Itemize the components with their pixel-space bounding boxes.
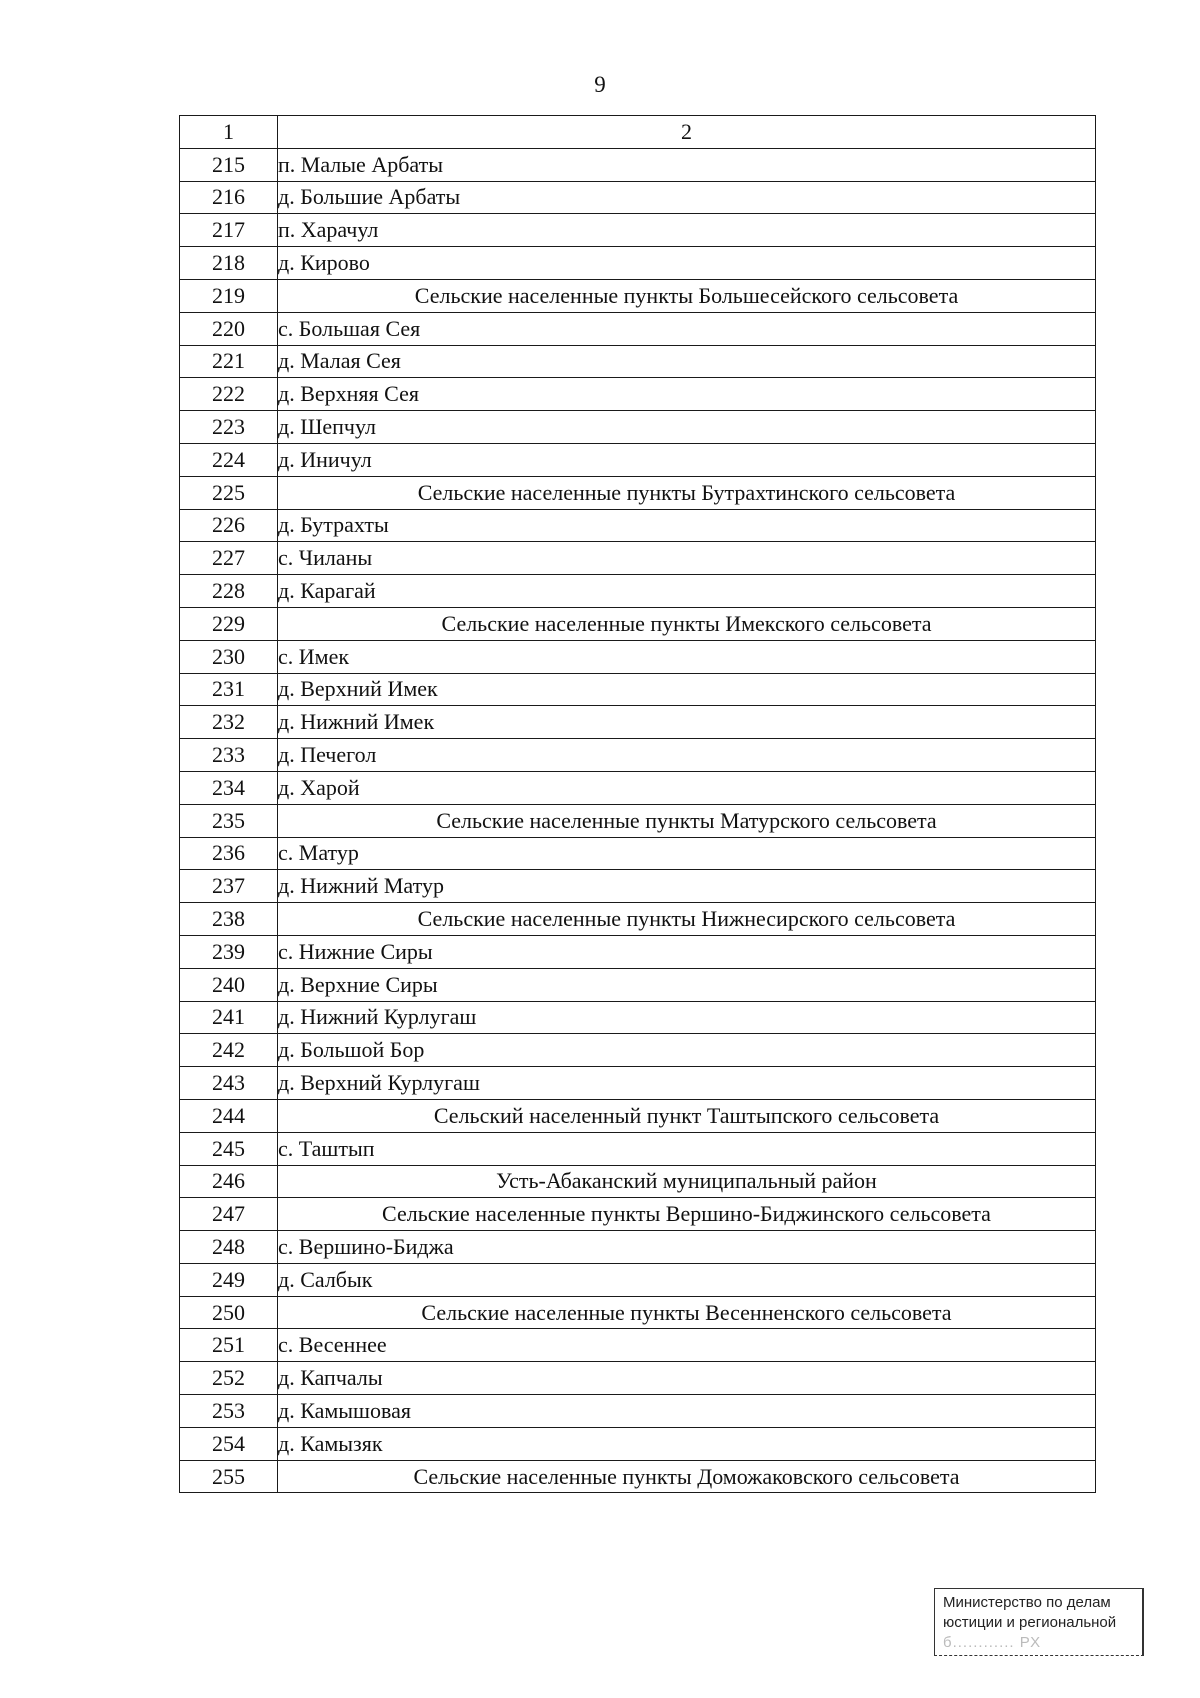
table-row bbox=[180, 575, 1096, 608]
section-heading: Усть-Абаканский муниципальный район bbox=[278, 1165, 1096, 1198]
row-number: 254 bbox=[180, 1427, 278, 1460]
row-number: 245 bbox=[180, 1132, 278, 1165]
settlements-table bbox=[179, 115, 1096, 1493]
row-number: 227 bbox=[180, 542, 278, 575]
table-section-row bbox=[180, 1198, 1096, 1231]
settlement-name: д. Верхний Имек bbox=[278, 673, 1096, 706]
section-heading: Сельские населенные пункты Большесейского сельсовета bbox=[278, 279, 1096, 312]
table-row bbox=[180, 1231, 1096, 1264]
table-row bbox=[180, 181, 1096, 214]
row-number: 219 bbox=[180, 279, 278, 312]
table-row bbox=[180, 739, 1096, 772]
table-section-row bbox=[180, 476, 1096, 509]
row-number: 228 bbox=[180, 575, 278, 608]
settlement-name: д. Камызяк bbox=[278, 1427, 1096, 1460]
settlement-name: п. Харачул bbox=[278, 214, 1096, 247]
settlement-name: д. Нижний Матур bbox=[278, 870, 1096, 903]
table-row bbox=[180, 148, 1096, 181]
settlement-name: с. Таштып bbox=[278, 1132, 1096, 1165]
settlement-name: д. Салбык bbox=[278, 1263, 1096, 1296]
table-section-row bbox=[180, 804, 1096, 837]
settlement-name: с. Имек bbox=[278, 640, 1096, 673]
row-number: 250 bbox=[180, 1296, 278, 1329]
row-number: 215 bbox=[180, 148, 278, 181]
settlement-name: с. Большая Сея bbox=[278, 312, 1096, 345]
row-number: 248 bbox=[180, 1231, 278, 1264]
section-heading: Сельские населенные пункты Имекского сельсовета bbox=[278, 607, 1096, 640]
row-number: 242 bbox=[180, 1034, 278, 1067]
row-number: 252 bbox=[180, 1362, 278, 1395]
table-row bbox=[180, 411, 1096, 444]
row-number: 222 bbox=[180, 378, 278, 411]
column-header-name: 2 bbox=[278, 116, 1096, 149]
settlement-name: с. Матур bbox=[278, 837, 1096, 870]
section-heading: Сельские населенные пункты Вершино-Биджинского сельсовета bbox=[278, 1198, 1096, 1231]
ministry-stamp bbox=[934, 1588, 1144, 1656]
table-row bbox=[180, 378, 1096, 411]
settlement-name: д. Шепчул bbox=[278, 411, 1096, 444]
table-row bbox=[180, 1362, 1096, 1395]
row-number: 217 bbox=[180, 214, 278, 247]
settlement-name: д. Иничул bbox=[278, 443, 1096, 476]
row-number: 233 bbox=[180, 739, 278, 772]
row-number: 229 bbox=[180, 607, 278, 640]
settlement-name: д. Верхняя Сея bbox=[278, 378, 1096, 411]
section-heading: Сельские населенные пункты Бутрахтинского сельсовета bbox=[278, 476, 1096, 509]
table-section-row bbox=[180, 1460, 1096, 1493]
settlement-name: с. Весеннее bbox=[278, 1329, 1096, 1362]
section-heading: Сельские населенные пункты Доможаковского сельсовета bbox=[278, 1460, 1096, 1493]
settlement-name: д. Верхние Сиры bbox=[278, 968, 1096, 1001]
row-number: 246 bbox=[180, 1165, 278, 1198]
table-row bbox=[180, 312, 1096, 345]
table-row bbox=[180, 1034, 1096, 1067]
settlement-name: с. Чиланы bbox=[278, 542, 1096, 575]
row-number: 237 bbox=[180, 870, 278, 903]
row-number: 243 bbox=[180, 1067, 278, 1100]
row-number: 239 bbox=[180, 935, 278, 968]
settlement-name: д. Карагай bbox=[278, 575, 1096, 608]
table-row bbox=[180, 443, 1096, 476]
table-section-row bbox=[180, 903, 1096, 936]
stamp-line-2: юстиции и региональной bbox=[943, 1614, 1117, 1631]
settlement-name: д. Печегол bbox=[278, 739, 1096, 772]
table-section-row bbox=[180, 279, 1096, 312]
row-number: 218 bbox=[180, 247, 278, 280]
section-heading: Сельские населенные пункты Весенненского сельсовета bbox=[278, 1296, 1096, 1329]
table-row bbox=[180, 968, 1096, 1001]
settlement-name: д. Харой bbox=[278, 771, 1096, 804]
table-row bbox=[180, 1427, 1096, 1460]
settlement-name: д. Малая Сея bbox=[278, 345, 1096, 378]
settlement-name: д. Большие Арбаты bbox=[278, 181, 1096, 214]
table-row bbox=[180, 509, 1096, 542]
table-row bbox=[180, 1132, 1096, 1165]
stamp-line-3: б............ РХ bbox=[943, 1634, 1042, 1651]
table-row bbox=[180, 837, 1096, 870]
row-number: 220 bbox=[180, 312, 278, 345]
table-row bbox=[180, 1067, 1096, 1100]
settlement-name: д. Кирово bbox=[278, 247, 1096, 280]
row-number: 244 bbox=[180, 1099, 278, 1132]
row-number: 223 bbox=[180, 411, 278, 444]
table-row bbox=[180, 1001, 1096, 1034]
row-number: 232 bbox=[180, 706, 278, 739]
table-row bbox=[180, 1395, 1096, 1428]
page-number: 9 bbox=[594, 72, 606, 97]
table-section-row bbox=[180, 1296, 1096, 1329]
row-number: 241 bbox=[180, 1001, 278, 1034]
row-number: 231 bbox=[180, 673, 278, 706]
table-row bbox=[180, 870, 1096, 903]
section-heading: Сельский населенный пункт Таштыпского сельсовета bbox=[278, 1099, 1096, 1132]
settlement-name: с. Вершино-Биджа bbox=[278, 1231, 1096, 1264]
table-row bbox=[180, 214, 1096, 247]
stamp-line-1: Министерство по делам bbox=[943, 1594, 1111, 1611]
row-number: 224 bbox=[180, 443, 278, 476]
table-row bbox=[180, 706, 1096, 739]
table-row bbox=[180, 640, 1096, 673]
table-body bbox=[180, 116, 1096, 1493]
settlement-name: д. Капчалы bbox=[278, 1362, 1096, 1395]
row-number: 249 bbox=[180, 1263, 278, 1296]
table-row bbox=[180, 1329, 1096, 1362]
row-number: 255 bbox=[180, 1460, 278, 1493]
row-number: 234 bbox=[180, 771, 278, 804]
table-section-row bbox=[180, 607, 1096, 640]
settlement-name: с. Нижние Сиры bbox=[278, 935, 1096, 968]
row-number: 235 bbox=[180, 804, 278, 837]
row-number: 221 bbox=[180, 345, 278, 378]
settlement-name: д. Большой Бор bbox=[278, 1034, 1096, 1067]
settlement-name: д. Камышовая bbox=[278, 1395, 1096, 1428]
table-section-row bbox=[180, 1099, 1096, 1132]
table-section-row bbox=[180, 1165, 1096, 1198]
row-number: 253 bbox=[180, 1395, 278, 1428]
table-row bbox=[180, 542, 1096, 575]
table-row bbox=[180, 247, 1096, 280]
table-header-row bbox=[180, 116, 1096, 149]
row-number: 251 bbox=[180, 1329, 278, 1362]
row-number: 238 bbox=[180, 903, 278, 936]
row-number: 216 bbox=[180, 181, 278, 214]
settlement-name: д. Нижний Курлугаш bbox=[278, 1001, 1096, 1034]
row-number: 230 bbox=[180, 640, 278, 673]
settlement-name: д. Верхний Курлугаш bbox=[278, 1067, 1096, 1100]
row-number: 240 bbox=[180, 968, 278, 1001]
row-number: 247 bbox=[180, 1198, 278, 1231]
column-header-number: 1 bbox=[180, 116, 278, 149]
row-number: 236 bbox=[180, 837, 278, 870]
settlement-name: п. Малые Арбаты bbox=[278, 148, 1096, 181]
row-number: 226 bbox=[180, 509, 278, 542]
table-row bbox=[180, 935, 1096, 968]
row-number: 225 bbox=[180, 476, 278, 509]
settlement-name: д. Нижний Имек bbox=[278, 706, 1096, 739]
settlement-name: д. Бутрахты bbox=[278, 509, 1096, 542]
table-row bbox=[180, 345, 1096, 378]
table-row bbox=[180, 673, 1096, 706]
section-heading: Сельские населенные пункты Нижнесирского сельсовета bbox=[278, 903, 1096, 936]
section-heading: Сельские населенные пункты Матурского сельсовета bbox=[278, 804, 1096, 837]
table-row bbox=[180, 771, 1096, 804]
table-row bbox=[180, 1263, 1096, 1296]
